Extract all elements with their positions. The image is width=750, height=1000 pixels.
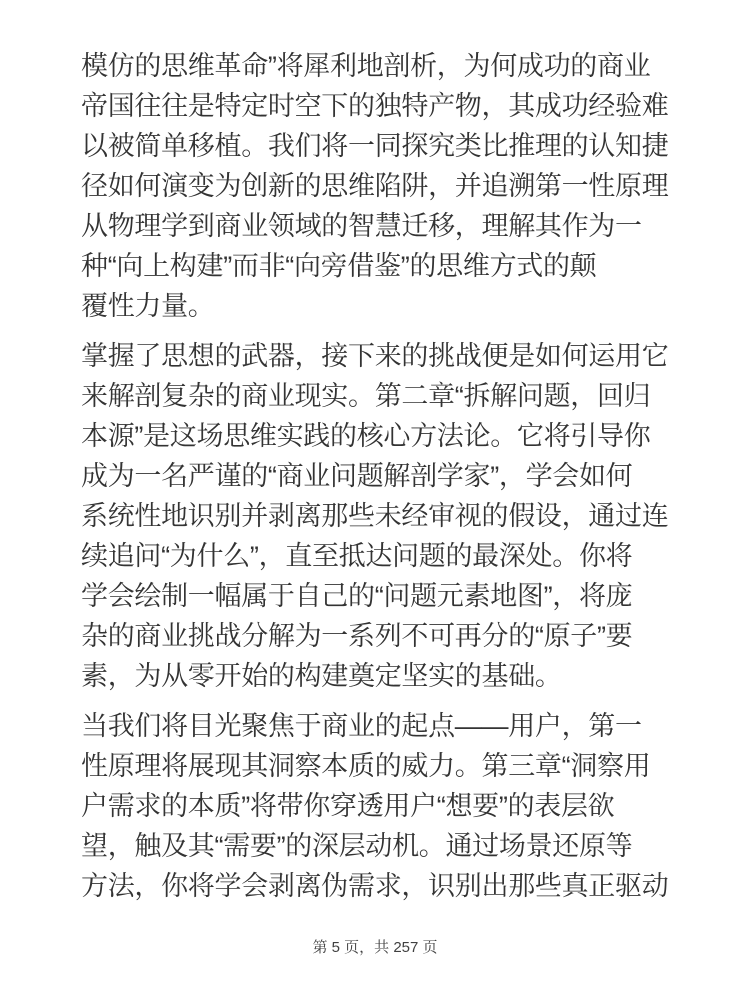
text-line: 学会绘制一幅属于自己的“问题元素地图”，将庞 bbox=[81, 581, 633, 611]
paragraph bbox=[81, 706, 675, 906]
text-line: 模仿的思维革命”将犀利地剖析，为何成功的商业 bbox=[81, 51, 651, 81]
text-line: 以被简单移植。我们将一同探究类比推理的认知捷 bbox=[81, 131, 669, 161]
text-line: 性原理将展现其洞察本质的威力。第三章“洞察用 bbox=[81, 751, 651, 781]
text-line: 方法，你将学会剥离伪需求，识别出那些真正驱动 bbox=[81, 871, 669, 901]
text-line: 来解剖复杂的商业现实。第二章“拆解问题，回归 bbox=[81, 381, 651, 411]
text-line: 成为一名严谨的“商业问题解剖学家”，学会如何 bbox=[81, 461, 633, 491]
text-line: 覆性力量。 bbox=[81, 291, 215, 321]
paragraph bbox=[81, 336, 675, 696]
text-line: 本源”是这场思维实践的核心方法论。它将引导你 bbox=[81, 421, 651, 451]
text-line: 户需求的本质”将带你穿透用户“想要”的表层欲 bbox=[81, 791, 615, 821]
text-line: 从物理学到商业领域的智慧迁移，理解其作为一 bbox=[81, 211, 642, 241]
text-line: 系统性地识别并剥离那些未经审视的假设，通过连 bbox=[81, 501, 669, 531]
page-text-content bbox=[81, 46, 675, 906]
text-line: 种“向上构建”而非“向旁借鉴”的思维方式的颠 bbox=[81, 251, 597, 281]
paragraph bbox=[81, 46, 675, 326]
text-line: 帝国往往是特定时空下的独特产物，其成功经验难 bbox=[81, 91, 669, 121]
text-line: 径如何演变为创新的思维陷阱，并追溯第一性原理 bbox=[81, 171, 669, 201]
text-line: 续追问“为什么”，直至抵达问题的最深处。你将 bbox=[81, 541, 633, 571]
page-number-indicator: 第 5 页，共 257 页 bbox=[312, 939, 438, 956]
text-line: 当我们将目光聚焦于商业的起点——用户，第一 bbox=[81, 711, 642, 741]
text-line: 素，为从零开始的构建奠定坚实的基础。 bbox=[81, 661, 562, 691]
page-footer bbox=[0, 938, 750, 958]
text-line: 望，触及其“需要”的深层动机。通过场景还原等 bbox=[81, 831, 633, 861]
text-line: 杂的商业挑战分解为一系列不可再分的“原子”要 bbox=[81, 621, 633, 651]
text-line: 掌握了思想的武器，接下来的挑战便是如何运用它 bbox=[81, 341, 669, 371]
